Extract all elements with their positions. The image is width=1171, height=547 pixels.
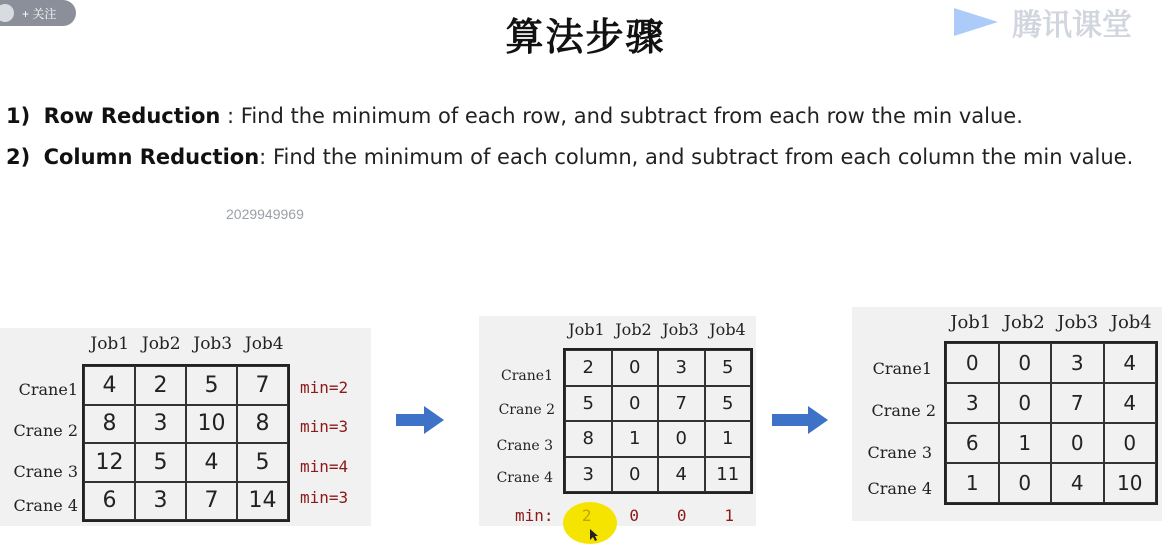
- right-arrow-icon: [770, 404, 830, 436]
- mouse-cursor-icon: [589, 528, 599, 542]
- follow-label: + 关注: [22, 6, 57, 21]
- matrix-cell: 5: [237, 443, 288, 482]
- matrix-3-grid: [944, 341, 1158, 505]
- job-label: Job4: [1110, 312, 1152, 333]
- step-2-name: Column Reduction: [43, 145, 260, 169]
- crane-label: Crane 3: [13, 462, 78, 481]
- matrix-cell: 8: [84, 405, 135, 444]
- crane-label: Crane 3: [496, 438, 553, 454]
- matrix-cell: 6: [84, 482, 135, 521]
- col-min: 1: [724, 506, 735, 525]
- matrix-cell: 0: [999, 463, 1052, 503]
- matrix-cell: 1: [946, 463, 999, 503]
- matrix-1-header: [84, 334, 290, 354]
- matrix-2-panel: [479, 316, 756, 526]
- matrix-cell: 4: [1104, 343, 1157, 383]
- row-min: min=4: [300, 457, 349, 476]
- matrix-cell: 2: [565, 350, 612, 386]
- matrix-cell: 1: [705, 421, 752, 457]
- job-label: Job3: [662, 320, 699, 339]
- matrix-cell: 6: [946, 423, 999, 463]
- matrix-1-grid: [82, 364, 290, 522]
- job-label: Job4: [244, 334, 284, 354]
- matrix-cell: 3: [135, 405, 186, 444]
- matrix-cell: 0: [946, 343, 999, 383]
- crane-label: Crane 4: [13, 496, 78, 515]
- matrix-2-grid: [563, 348, 753, 494]
- matrix-cell: 4: [186, 443, 237, 482]
- matrix-cell: 0: [612, 386, 659, 422]
- matrix-cell: 0: [1104, 423, 1157, 463]
- matrix-cell: 1: [999, 423, 1052, 463]
- crane-label: Crane 3: [867, 443, 932, 462]
- col-min: 2: [581, 506, 592, 525]
- matrix-cell: 4: [84, 366, 135, 405]
- crane-label: Crane1: [18, 380, 78, 399]
- matrix-cell: 7: [1051, 383, 1104, 423]
- row-min: min=3: [300, 417, 349, 436]
- step-1: [6, 104, 1023, 128]
- matrix-cell: 5: [135, 443, 186, 482]
- job-label: Job2: [615, 320, 652, 339]
- matrix-cell: 10: [186, 405, 237, 444]
- matrix-cell: 8: [237, 405, 288, 444]
- brand-logo: [948, 0, 1132, 44]
- page-title: 算法步骤: [505, 15, 666, 59]
- matrix-cell: 4: [1051, 463, 1104, 503]
- matrix-cell: 7: [186, 482, 237, 521]
- crane-label: Crane1: [501, 368, 553, 384]
- row-min: min=3: [300, 488, 349, 507]
- matrix-cell: 14: [237, 482, 288, 521]
- matrix-cell: 12: [84, 443, 135, 482]
- crane-label: Crane 4: [867, 479, 932, 498]
- matrix-cell: 4: [658, 457, 705, 493]
- job-label: Job2: [1003, 312, 1045, 333]
- matrix-cell: 2: [135, 366, 186, 405]
- step-2-num: 2): [6, 145, 31, 169]
- matrix-cell: 7: [658, 386, 705, 422]
- play-logo-icon: [948, 4, 1004, 40]
- col-min: 0: [629, 506, 640, 525]
- matrix-cell: 8: [565, 421, 612, 457]
- matrix-cell: 10: [1104, 463, 1157, 503]
- step-1-sep: :: [220, 104, 241, 128]
- matrix-cell: 0: [999, 383, 1052, 423]
- job-label: Job1: [568, 320, 605, 339]
- step-2-sep: :: [259, 145, 273, 169]
- matrix-cell: 0: [612, 457, 659, 493]
- step-1-num: 1): [6, 104, 31, 128]
- job-label: Job4: [709, 320, 746, 339]
- matrix-1-panel: [0, 328, 371, 526]
- crane-label: Crane 4: [496, 470, 553, 486]
- job-label: Job1: [90, 334, 130, 354]
- matrix-cell: 0: [1051, 423, 1104, 463]
- job-label: Job3: [1057, 312, 1099, 333]
- step-1-text: Find the minimum of each row, and subtract from each row the min value.: [240, 104, 1023, 128]
- matrix-2-header: [563, 320, 751, 339]
- matrix-cell: 3: [135, 482, 186, 521]
- matrix-3-header: [944, 312, 1158, 333]
- job-label: Job2: [141, 334, 181, 354]
- brand-name: 腾讯课堂: [1012, 8, 1132, 43]
- matrix-cell: 0: [658, 421, 705, 457]
- step-2: [6, 145, 1133, 169]
- crane-label: Crane 2: [871, 401, 936, 420]
- crane-label: Crane 2: [498, 402, 555, 418]
- step-1-name: Row Reduction: [43, 104, 221, 128]
- matrix-cell: 7: [237, 366, 288, 405]
- right-arrow-icon: [394, 404, 446, 436]
- matrix-cell: 0: [999, 343, 1052, 383]
- matrix-cell: 4: [1104, 383, 1157, 423]
- watermark: 2029949969: [226, 206, 304, 222]
- matrix-cell: 3: [658, 350, 705, 386]
- col-min-row: [563, 506, 753, 525]
- job-label: Job3: [193, 334, 233, 354]
- row-min: min=2: [300, 378, 349, 397]
- matrix-cell: 1: [612, 421, 659, 457]
- matrix-cell: 5: [565, 386, 612, 422]
- matrix-cell: 5: [186, 366, 237, 405]
- crane-label: Crane 2: [13, 421, 78, 440]
- matrix-cell: 3: [946, 383, 999, 423]
- matrix-3-panel: [852, 307, 1162, 521]
- job-label: Job1: [950, 312, 992, 333]
- step-2-text: Find the minimum of each column, and subtract from each column the min value.: [272, 145, 1134, 169]
- col-min: 0: [676, 506, 687, 525]
- matrix-cell: 0: [612, 350, 659, 386]
- crane-label: Crane1: [872, 359, 932, 378]
- col-min-label: min:: [515, 506, 554, 525]
- matrix-cell: 3: [1051, 343, 1104, 383]
- matrix-cell: 3: [565, 457, 612, 493]
- matrix-cell: 11: [705, 457, 752, 493]
- matrix-cell: 5: [705, 350, 752, 386]
- matrix-cell: 5: [705, 386, 752, 422]
